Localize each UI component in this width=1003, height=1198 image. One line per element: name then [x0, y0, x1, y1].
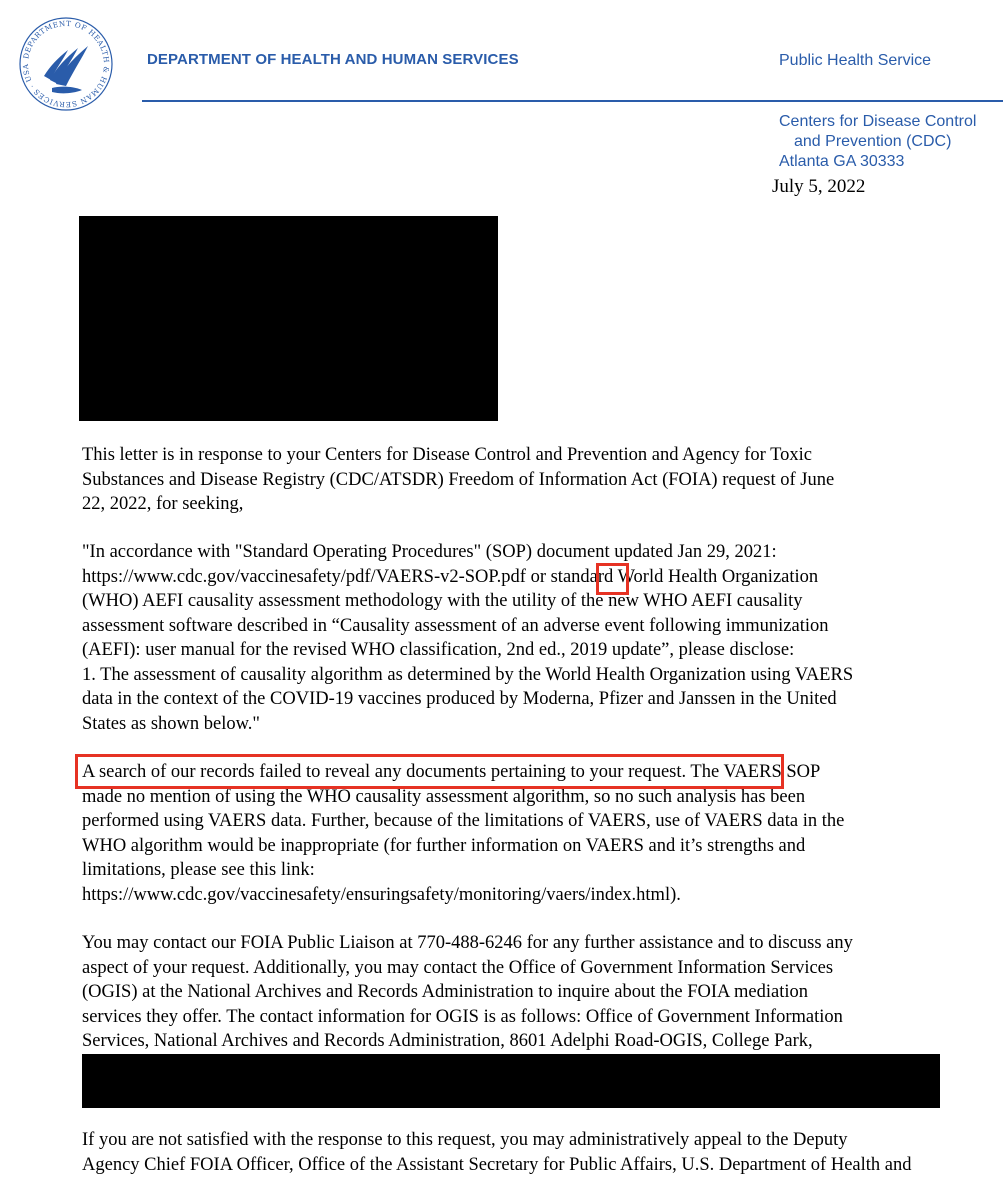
text-line: "In accordance with "Standard Operating Procedures" (SOP) document updated Jan 29, 2021: [82, 542, 777, 562]
text-line: data in the context of the COVID-19 vaccines produced by Moderna, Pfizer and Janssen in the United [82, 689, 837, 709]
text-line: WHO algorithm would be inappropriate (for further information on VAERS and it’s strengths and [82, 835, 806, 856]
eagle-profiles-icon [44, 46, 88, 93]
text-line: made no mention of using the WHO causality assessment algorithm, so no such analysis has been [82, 786, 806, 807]
text-line: Agency Chief FOIA Officer, Office of the Assistant Secretary for Public Affairs, U.S. Department of Health and [82, 1154, 912, 1175]
redacted-address-line [82, 1054, 940, 1108]
paragraph-contact-info [82, 931, 853, 1054]
text-line: limitations, please see this link: [82, 860, 315, 880]
text-line: You may contact our FOIA Public Liaison at 770-488-6246 for any further assistance and to discuss any [82, 933, 853, 953]
text-line: aspect of your request. Additionally, you may contact the Office of Government Information Services [82, 957, 834, 978]
highlight-box-or [596, 563, 629, 595]
cdc-line: and Prevention (CDC) [794, 133, 952, 150]
text-line: performed using VAERS data. Further, because of the limitations of VAERS, use of VAERS data in the [82, 811, 845, 831]
public-health-service: Public Health Service [779, 52, 932, 69]
header-divider [142, 100, 1003, 102]
cdc-line: Atlanta GA 30333 [779, 153, 905, 170]
paragraph-request-intro [82, 443, 834, 517]
text-line: This letter is in response to your Centers for Disease Control and Prevention and Agency for Toxic [82, 445, 812, 465]
text-line: https://www.cdc.gov/vaccinesafety/pdf/VAERS-v2-SOP.pdf or standard World Health Organization [82, 566, 819, 587]
letter-date: July 5, 2022 [772, 176, 866, 197]
text-line: Substances and Disease Registry (CDC/ATSDR) Freedom of Information Act (FOIA) request of June [82, 469, 835, 490]
text-line: States as shown below." [82, 713, 260, 734]
text-line: (WHO) AEFI causality assessment methodology with the utility of the new WHO AEFI causality [82, 591, 803, 611]
text-line: (OGIS) at the National Archives and Records Administration to inquire about the FOIA mediation [82, 982, 808, 1002]
text-line: 22, 2022, for seeking, [82, 494, 244, 514]
text-line: If you are not satisfied with the response to this request, you may administratively appeal to the Deputy [82, 1130, 848, 1150]
text-line: A search of our records failed to reveal any documents pertaining to your request. The VAERS SOP [82, 762, 821, 782]
highlight-box-search-result [75, 754, 784, 789]
text-line: services they offer. The contact information for OGIS is as follows: Office of Government Information [82, 1006, 843, 1027]
paragraph-appeal [82, 1128, 912, 1177]
hhs-seal-logo [16, 14, 116, 114]
department-name: DEPARTMENT OF HEALTH AND HUMAN SERVICES [147, 51, 519, 68]
cdc-address-block [779, 112, 976, 172]
paragraph-request-quote [82, 540, 853, 736]
text-line: Services, National Archives and Records Administration, 8601 Adelphi Road-OGIS, College Park, [82, 1031, 813, 1051]
text-line: (AEFI): user manual for the revised WHO classification, 2nd ed., 2019 update”, please disclose: [82, 640, 795, 660]
text-line: https://www.cdc.gov/vaccinesafety/ensuringsafety/monitoring/vaers/index.html). [82, 884, 681, 905]
seal-text: DEPARTMENT OF HEALTH & HUMAN SERVICES · USA [20, 18, 112, 110]
text-line: assessment software described in “Causality assessment of an adverse event following immunization [82, 615, 829, 636]
cdc-line: Centers for Disease Control [779, 113, 977, 130]
redacted-recipient-address [79, 216, 498, 421]
text-line: 1. The assessment of causality algorithm as determined by the World Health Organization using VAERS [82, 664, 854, 685]
